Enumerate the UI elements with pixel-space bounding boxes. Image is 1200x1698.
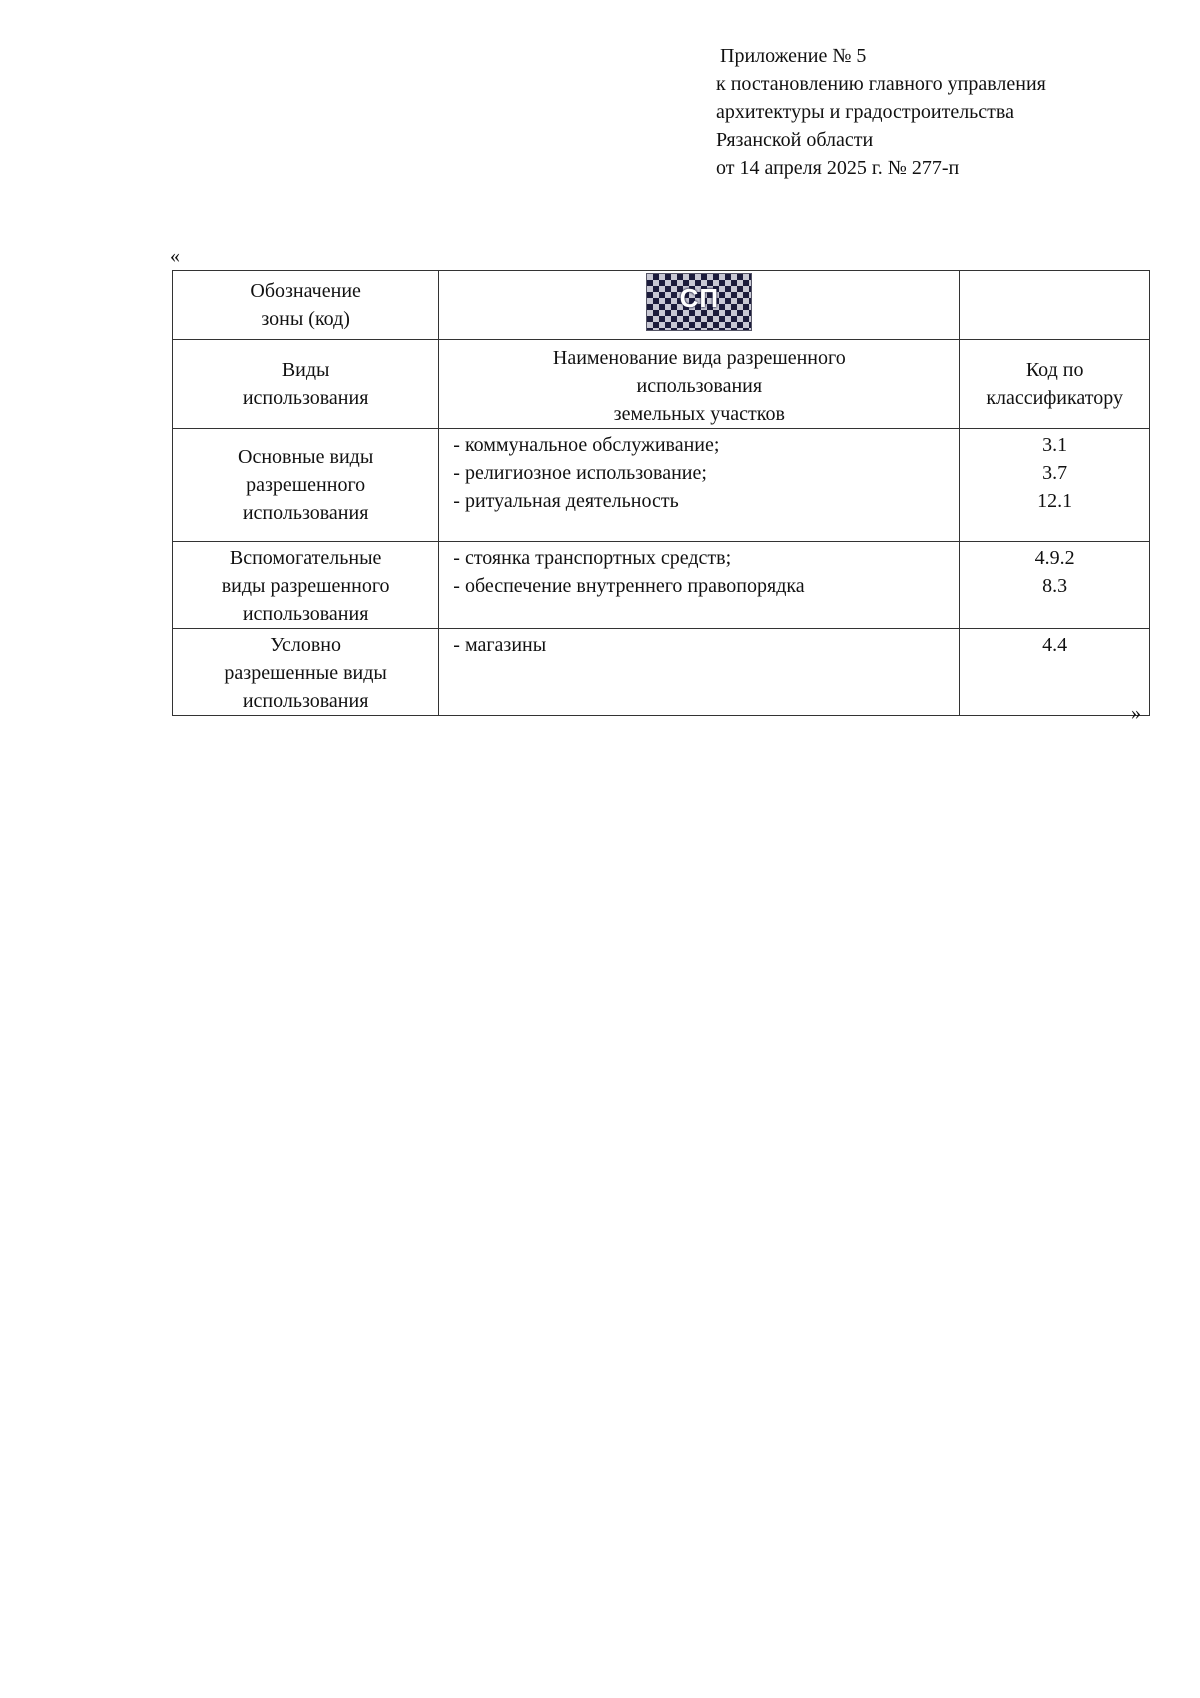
table-row-auxiliary — [173, 542, 1150, 629]
list-item: - магазины — [453, 634, 547, 656]
zone-code-cell — [439, 271, 960, 340]
use-type-text: виды разрешенного — [221, 575, 390, 597]
header-text: Код по — [1025, 359, 1084, 381]
zone-code: СП — [679, 283, 720, 313]
classifier-code: 12.1 — [1037, 490, 1073, 512]
header-text: Наименование вида разрешенного — [552, 347, 846, 369]
classifier-code: 3.1 — [1042, 434, 1068, 456]
zone-label: Обозначение — [250, 280, 361, 302]
header-text: использования — [242, 387, 369, 409]
use-type-text: Вспомогательные — [229, 547, 382, 569]
col-header-types — [173, 340, 439, 429]
classifier-code: 4.4 — [1042, 634, 1068, 656]
col-header-names — [439, 340, 960, 429]
use-type-text: использования — [242, 603, 369, 625]
appendix-line: Рязанской области — [716, 129, 874, 151]
header-row — [173, 340, 1150, 429]
appendix-date: от 14 апреля 2025 г. № 277-п — [716, 157, 960, 179]
table-row-conditional — [173, 629, 1150, 716]
list-item: - ритуальная деятельность — [453, 490, 679, 512]
list-item: - религиозное использование; — [453, 462, 707, 484]
use-items-cell — [439, 542, 960, 629]
appendix-line: к постановлению главного управления — [716, 73, 1046, 95]
header-text: земельных участков — [613, 403, 785, 425]
use-type-text: разрешенного — [246, 474, 366, 496]
use-type-cell — [173, 429, 439, 542]
use-items-cell — [439, 429, 960, 542]
use-type-text: использования — [242, 690, 369, 712]
classifier-code: 8.3 — [1042, 575, 1068, 597]
table-row-main — [173, 429, 1150, 542]
open-quote: « — [170, 245, 180, 267]
header-text: классификатору — [986, 387, 1123, 409]
zone-label-cell — [173, 271, 439, 340]
use-type-cell — [173, 542, 439, 629]
appendix-title: Приложение № 5 — [720, 45, 867, 67]
appendix-header — [716, 42, 1046, 182]
appendix-line: архитектуры и градостроительства — [716, 101, 1014, 123]
use-type-text: разрешенные виды — [224, 662, 387, 684]
code-cell — [960, 629, 1150, 716]
classifier-code: 4.9.2 — [1034, 547, 1075, 569]
use-type-text: использования — [242, 502, 369, 524]
zone-label: зоны (код) — [261, 308, 350, 330]
code-cell — [960, 429, 1150, 542]
zone-code-badge — [646, 273, 752, 331]
use-type-cell — [173, 629, 439, 716]
list-item: - коммунальное обслуживание; — [453, 434, 720, 456]
empty-cell — [960, 271, 1150, 340]
use-items-cell — [439, 629, 960, 716]
zone-code-row — [173, 271, 1150, 340]
classifier-code: 3.7 — [1042, 462, 1068, 484]
list-item: - стоянка транспортных средств; — [453, 547, 732, 569]
use-type-text: Основные виды — [238, 446, 374, 468]
header-text: использования — [636, 375, 763, 397]
list-item: - обеспечение внутреннего правопорядка — [453, 575, 805, 597]
zone-table — [172, 270, 1150, 716]
header-text: Виды — [281, 359, 330, 381]
use-type-text: Условно — [270, 634, 342, 656]
col-header-codes — [960, 340, 1150, 429]
code-cell — [960, 542, 1150, 629]
close-quote: » — [1131, 702, 1141, 724]
